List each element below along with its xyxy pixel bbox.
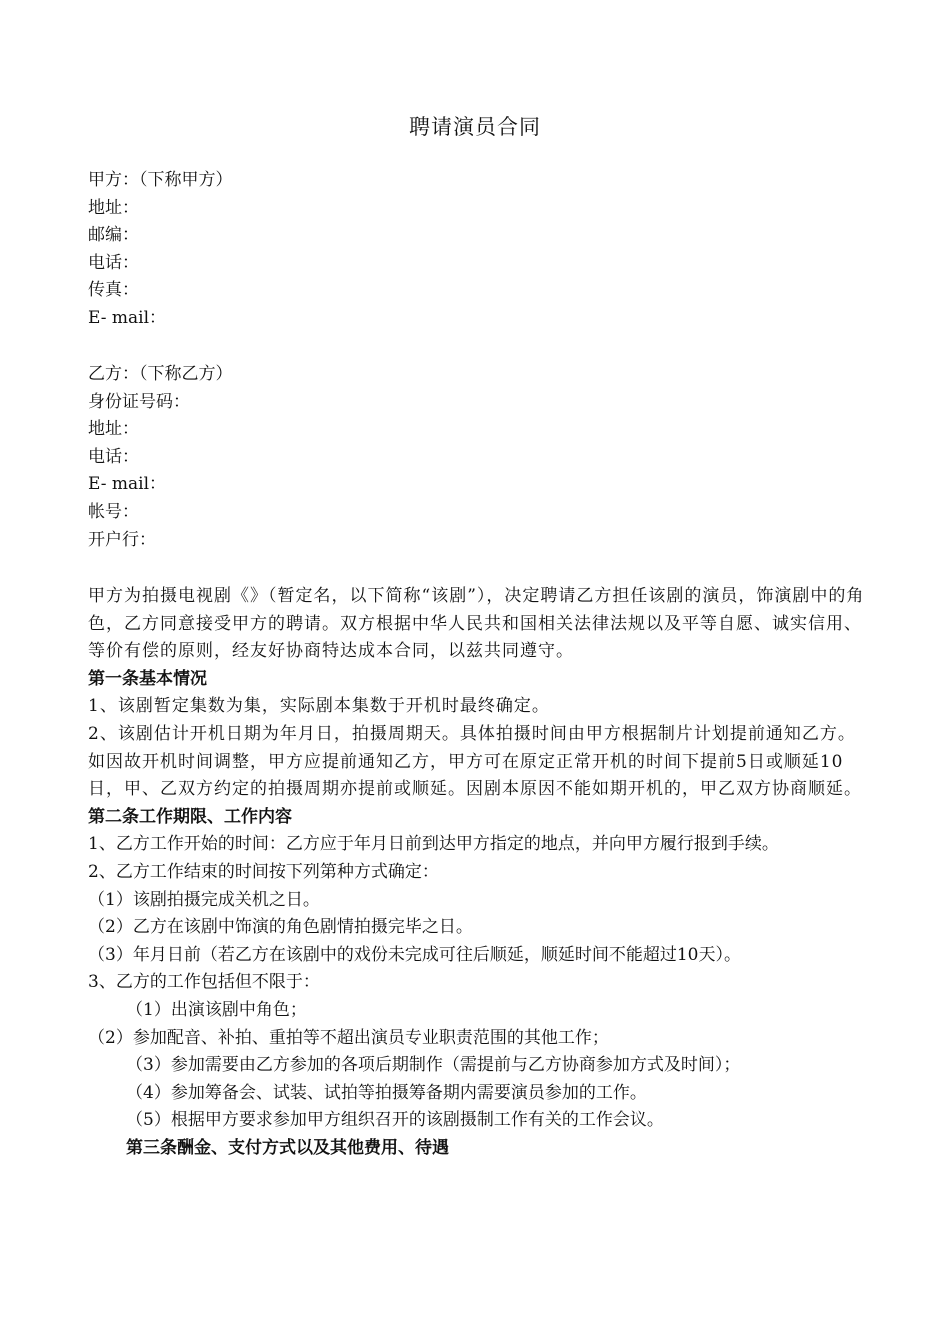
article-2-line: （2）乙方在该剧中饰演的角色剧情拍摄完毕之日。	[88, 917, 473, 938]
party-b-email-field: E- mail：	[88, 474, 167, 495]
party-b-section	[88, 361, 868, 554]
article-2-line: 1、乙方工作开始的时间：乙方应于年月日前到达甲方指定的地点，并向甲方履行报到手续。	[88, 834, 779, 855]
party-a-fax-field: 传真：	[88, 280, 139, 301]
party-a-phone-field: 电话：	[88, 252, 139, 273]
article-2-heading: 第二条工作期限、工作内容	[88, 806, 292, 827]
party-a-postcode-field: 邮编：	[88, 225, 139, 246]
party-b-phone-field: 电话：	[88, 446, 139, 467]
party-a-label: 甲方：（下称甲方）	[88, 170, 233, 190]
party-b-bank-field: 开户行：	[88, 529, 156, 550]
article-2-line: （1）出演该剧中角色；	[126, 999, 307, 1020]
article-3-heading: 第三条酬金、支付方式以及其他费用、待遇	[126, 1137, 449, 1158]
party-b-id-field: 身份证号码：	[88, 391, 190, 412]
article-2-line: 3、乙方的工作包括但不限于：	[88, 972, 320, 993]
article-2-line: （3）参加需要由乙方参加的各项后期制作（需提前与乙方协商参加方式及时间）；	[126, 1055, 741, 1076]
article-1-item: 1、该剧暂定集数为集，实际剧本集数于开机时最终确定。	[88, 696, 550, 717]
party-b-account-field: 帐号：	[88, 501, 139, 522]
party-a-section	[88, 167, 868, 333]
party-a-address-field: 地址：	[88, 197, 139, 218]
contract-body	[88, 583, 868, 1162]
article-2-line: （5）根据甲方要求参加甲方组织召开的该剧摄制工作有关的工作会议。	[126, 1110, 664, 1131]
article-2-line: 2、乙方工作结束的时间按下列第种方式确定：	[88, 861, 439, 882]
preamble-paragraph: 甲方为拍摄电视剧《》（暂定名，以下简称“该剧”），决定聘请乙方担任该剧的演员，饰演剧中的角色，乙方同意接受甲方的聘请。双方根据中华人民共和国相关法律法规以及平等自愿、诚实信用、等价有偿的原则，经友好协商特达成本合同，以兹共同遵守。	[88, 586, 865, 662]
article-1-heading: 第一条基本情况	[88, 668, 207, 689]
article-2-line: （1）该剧拍摄完成关机之日。	[88, 889, 320, 910]
article-1-item: 2、该剧估计开机日期为年月日，拍摄周期天。具体拍摄时间由甲方根据制片计划提前通知乙方。如因故开机时间调整，甲方应提前通知乙方，甲方可在原定正常开机的时间下提前5日或顺延10日，甲、乙双方约定的拍摄周期亦提前或顺延。因剧本原因不能如期开机的，甲乙双方协商顺延。	[88, 723, 862, 800]
document-title: 聘请演员合同	[409, 115, 541, 139]
party-a-email-field: E- mail：	[88, 307, 167, 328]
article-2-line: （3）年月日前（若乙方在该剧中的戏份未完成可往后顺延，顺延时间不能超过10天）。	[88, 944, 741, 965]
article-2-line: （2）参加配音、补拍、重拍等不超出演员专业职责范围的其他工作；	[88, 1027, 609, 1048]
article-2-line: （4）参加筹备会、试装、试拍等拍摄筹备期内需要演员参加的工作。	[126, 1082, 647, 1103]
party-b-address-field: 地址：	[88, 419, 139, 440]
party-b-label: 乙方：（下称乙方）	[88, 364, 233, 384]
